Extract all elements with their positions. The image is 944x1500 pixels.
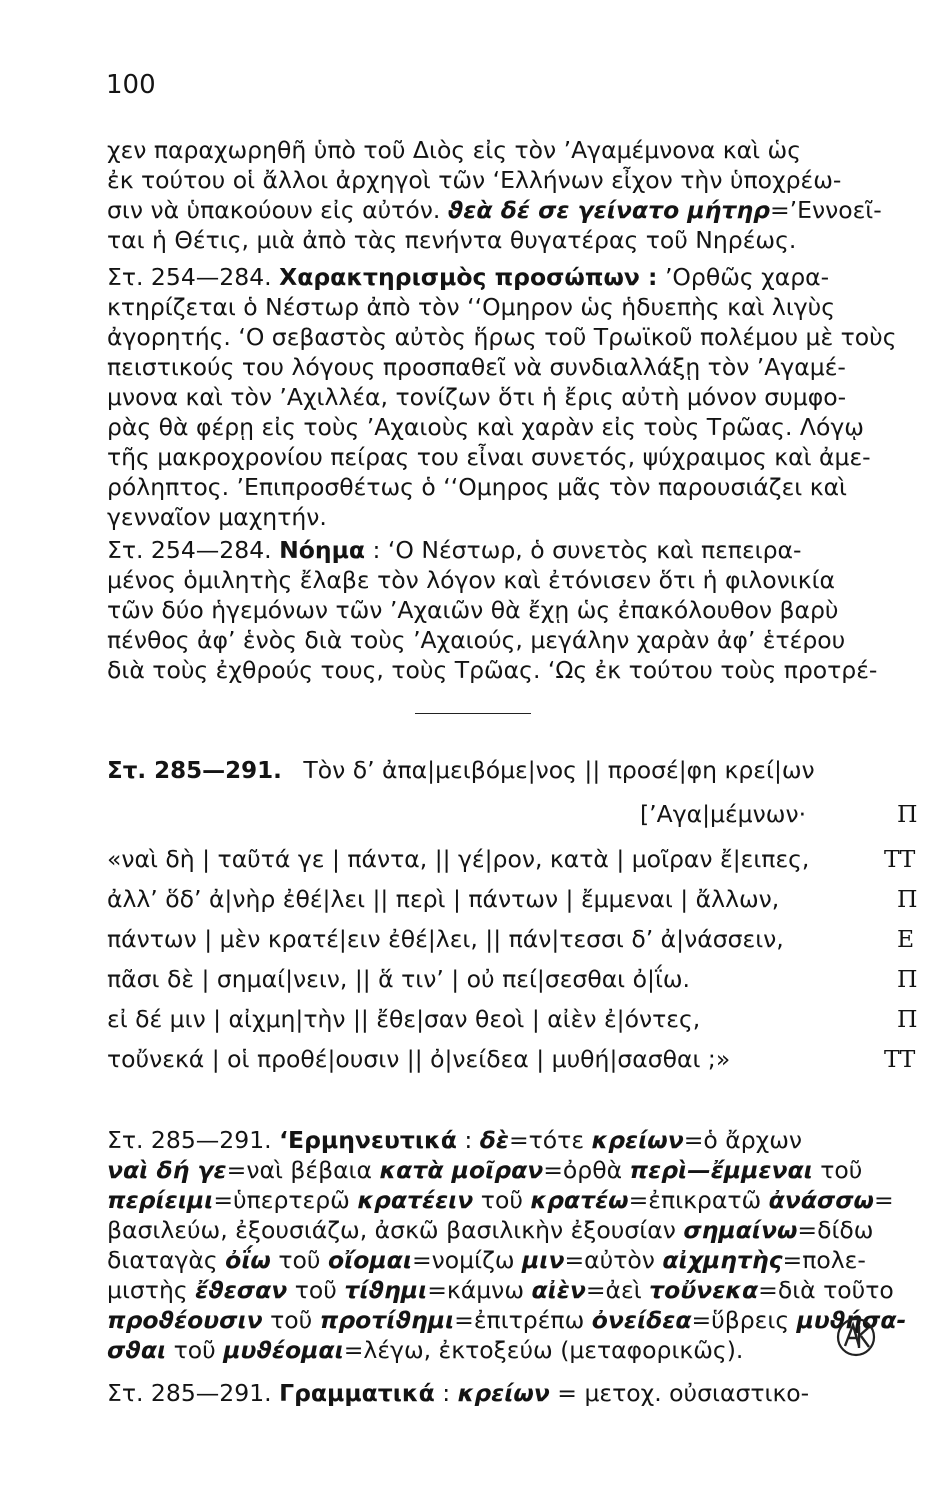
text-line: διὰ τοὺς ἐχθρούς τους, τοὺς Τρῶας. ‘Ως ἐκ τούτου τοὺς προτρέ- [107,656,878,684]
quoted-term: ϑεὰ δέ σε γείνατο μήτηρ [447,196,770,224]
text-line: ρὰς θὰ φέρῃ εἰς τοὺς ’Αχαιοὺς καὶ χαρὰν εἰς τοὺς Τρῶας. Λόγῳ [107,413,864,441]
text-line: κτηρίζεται ὁ Νέστωρ ἀπὸ τὸν ‘‘Ομηρον ὡς ἡδυεπὴς καὶ λιγὺς [107,293,836,321]
library-stamp-icon [833,1316,879,1358]
verse-line: «ναὶ δὴ | ταῦτά γε | πάντα, || γέ|ρον, κατὰ | μοῖραν ἔ|ειπες, [107,845,810,873]
section-heading: ‘Ερμηνευτικά [279,1126,457,1154]
text-line: ἀγορητής. ‘Ο σεβαστὸς αὐτὸς ἥρως τοῦ Τρωϊκοῦ πολέμου μὲ τοὺς [107,323,897,351]
meter-mark: ΤΤ [884,1045,916,1073]
text-line: διαταγὰς ὀΐω τοῦ οἴομαι=νομίζω μιν=αὐτὸν αἰχμητὴς=πολε- [107,1246,866,1274]
text-line: ναὶ δή γε=ναὶ βέβαια κατὰ μοῖραν=ὀρθὰ περὶ—ἔμμεναι τοῦ [107,1156,863,1184]
text-line: τῆς μακροχρονίου πείρας του εἶναι συνετός, ψύχραιμος καὶ ἀμε- [107,443,871,471]
verse-line: πάντων | μὲν κρατέ|ειν ἐθέ|λει, || πάν|τεσσι δ’ ἀ|νάσσειν, [107,925,784,953]
verse-line: Τὸν δ’ ἀπα|μειβόμε|νος || προσέ|φη κρεί|ων [303,756,815,784]
text-line: ἐκ τούτου οἱ ἄλλοι ἀρχηγοὶ τῶν ‘Ελλήνων εἶχον τὴν ὑποχρέω- [107,166,842,194]
text-line: Στ. 254—284. Νόημα : ‘Ο Νέστωρ, ὁ συνετὸς καὶ πεπειρα- [107,536,802,564]
text-line: πένθος ἀφ’ ἑνὸς διὰ τοὺς ’Αχαιούς, μεγάλην χαρὰν ἀφ’ ἑτέρου [107,626,846,654]
paragraph-4-interpretive [107,1125,933,1365]
meter-mark: Π [897,1005,918,1033]
text-line: Στ. 285—291. ‘Ερμηνευτικά : δὲ=τότε κρείων=ὁ ἄρχων [107,1126,803,1154]
meter-mark: Π [897,965,918,993]
text-line: γενναῖον μαχητήν. [107,503,327,531]
separator-rule [415,713,531,714]
text-line: σιν νὰ ὑπακούουν εἰς αὐτόν. ϑεὰ δέ σε γείνατο μήτηρ=’Εννοεῖ- [107,196,882,224]
paragraph-1 [107,135,933,255]
meter-mark: Π [897,800,918,828]
text-line: βασιλεύω, ἐξουσιάζω, ἀσκῶ βασιλικὴν ἐξουσίαν σημαίνω=δίδω [107,1216,874,1244]
text-line: μένος ὁμιλητὴς ἔλαβε τὸν λόγον καὶ ἐτόνισεν ὅτι ἡ φιλονικία [107,566,836,594]
text-line: Στ. 285—291. Γραμματικά : κρείων = μετοχ. οὐσιαστικο- [107,1379,810,1407]
verse-line: ἀλλ’ ὅδ’ ἀ|νὴρ ἐθέ|λει || περὶ | πάντων | ἔμμεναι | ἄλλων, [107,885,780,913]
verse-line-continuation: [’Αγα|μέμνων· [640,800,807,828]
meter-mark: Π [897,885,918,913]
verse-line: πᾶσι δὲ | σημαί|νειν, || ἅ τιν’ | οὐ πεί|σεσθαι ὀ|ΐω. [107,965,691,993]
text-line: σϑαι τοῦ μυϑέομαι=λέγω, ἐκτοξεύω (μεταφορικῶς). [107,1336,744,1364]
paragraph-5-grammar [107,1378,933,1408]
text-line: ρόληπτος. ’Επιπροσθέτως ὁ ‘‘Ομηρος μᾶς τὸν παρουσιάζει καὶ [107,473,848,501]
verse-line: εἰ δέ μιν | αἰχμη|τὴν || ἔθε|σαν θεοὶ | αἰὲν ἐ|όντες, [107,1005,701,1033]
section-heading: Χαρακτηρισμὸς προσώπων : [279,263,658,291]
verse-heading-line [107,756,815,784]
text-line: μνονα καὶ τὸν ’Αχιλλέα, τονίζων ὅτι ἡ ἔρις αὐτὴ μόνον συμφο- [107,383,847,411]
text-line: ται ἡ Θέτις, μιὰ ἀπὸ τὰς πενήντα θυγατέρας τοῦ Νηρέως. [107,226,797,254]
verse-heading: Στ. 285—291. [107,758,282,784]
paragraph-2-character [107,262,933,532]
text-line: προϑέουσιν τοῦ προτίϑημι=ἐπιτρέπω ὀνείδεα=ὕβρεις μυϑήσα- [107,1306,907,1334]
section-heading: Νόημα [279,536,366,564]
text-line: μιστὴς ἔϑεσαν τοῦ τίϑημι=κάμνω αἰὲν=ἀεὶ τοὔνεκα=διὰ τοῦτο [107,1276,894,1304]
paragraph-3-meaning [107,535,933,685]
text-line: Στ. 254—284. Χαρακτηρισμὸς προσώπων : ’Ορθῶς χαρα- [107,263,830,291]
text-line: πειστικούς του λόγους προσπαθεῖ νὰ συνδιαλλάξῃ τὸν ’Αγαμέ- [107,353,846,381]
text-line: περίειμι=ὑπερτερῶ κρατέειν τοῦ κρατέω=ἐπικρατῶ ἀνάσσω= [107,1186,894,1214]
meter-mark: Ε [897,925,915,953]
text-line: τῶν δύο ἡγεμόνων τῶν ’Αχαιῶν θὰ ἔχῃ ὡς ἐπακόλουθον βαρὺ [107,596,839,624]
section-heading: Γραμματικά [279,1379,435,1407]
page-number: 100 [106,70,156,100]
meter-mark: ΤΤ [884,845,916,873]
verse-line: τοὔνεκά | οἱ προθέ|ουσιν || ὀ|νείδεα | μυθή|σασθαι ;» [107,1045,731,1073]
text-line: χεν παραχωρηθῆ ὑπὸ τοῦ Διὸς εἰς τὸν ’Αγαμέμνονα καὶ ὡς [107,136,801,164]
